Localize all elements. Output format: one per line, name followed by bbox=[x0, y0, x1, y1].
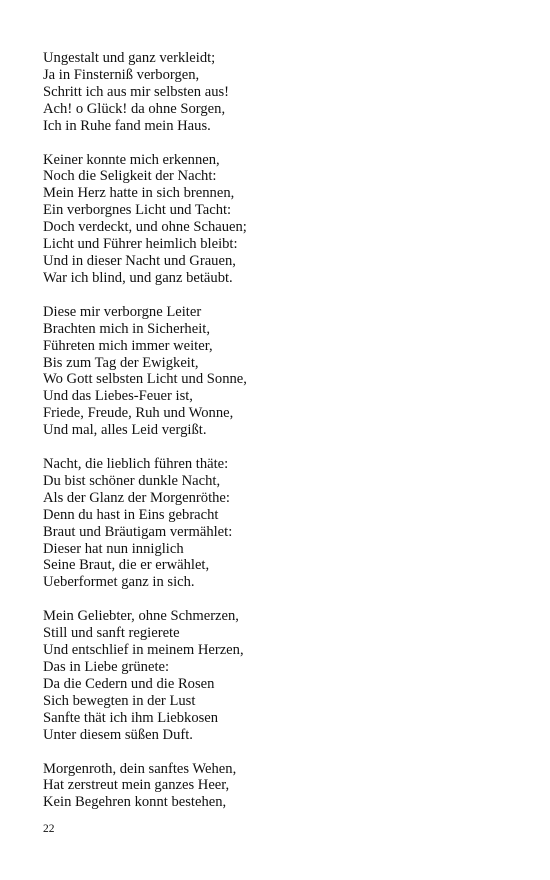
verse-line: Keiner konnte mich erkennen, bbox=[43, 151, 220, 168]
verse-line: Braut und Bräutigam vermählet: bbox=[43, 523, 233, 540]
verse-line: Dieser hat nun inniglich bbox=[43, 540, 184, 557]
stanza-2 bbox=[43, 152, 523, 287]
verse-line: Noch die Seligkeit der Nacht: bbox=[43, 168, 217, 185]
poem-body bbox=[43, 50, 523, 828]
verse-line: Brachten mich in Sicherheit, bbox=[43, 320, 210, 337]
verse-line: Ein verborgnes Licht und Tacht: bbox=[43, 202, 232, 219]
stanza-1 bbox=[43, 50, 523, 135]
verse-line: Ich in Ruhe fand mein Haus. bbox=[43, 117, 211, 134]
verse-line: Hat zerstreut mein ganzes Heer, bbox=[43, 777, 230, 794]
verse-line: Als der Glanz der Morgenröthe: bbox=[43, 489, 230, 506]
verse-line: Wo Gott selbsten Licht und Sonne, bbox=[43, 371, 247, 388]
verse-line: Da die Cedern und die Rosen bbox=[43, 675, 215, 692]
verse-line: Ja in Finsterniß verborgen, bbox=[43, 66, 200, 83]
verse-line: Seine Braut, die er erwählet, bbox=[43, 557, 210, 574]
verse-line: Und mal, alles Leid vergißt. bbox=[43, 422, 207, 439]
verse-line: Still und sanft regierete bbox=[43, 625, 180, 642]
verse-line: Diese mir verborgne Leiter bbox=[43, 303, 202, 320]
verse-line: Schritt ich aus mir selbsten aus! bbox=[43, 83, 230, 100]
verse-line: Sich bewegten in der Lust bbox=[43, 692, 196, 709]
verse-line: Licht und Führer heimlich bleibt: bbox=[43, 236, 238, 253]
verse-line: Kein Begehren konnt bestehen, bbox=[43, 794, 227, 811]
verse-line: Und das Liebes-Feuer ist, bbox=[43, 388, 193, 405]
verse-line: Nacht, die lieblich führen thäte: bbox=[43, 456, 229, 473]
verse-line: Das in Liebe grünete: bbox=[43, 659, 170, 675]
verse-line: Ach! o Glück! da ohne Sorgen, bbox=[43, 100, 226, 117]
verse-line: Ungestalt und ganz verkleidt; bbox=[43, 50, 216, 66]
verse-line: Doch verdeckt, und ohne Schauen; bbox=[43, 219, 247, 236]
stanza-3 bbox=[43, 304, 523, 439]
verse-line: Bis zum Tag der Ewigkeit, bbox=[43, 354, 199, 371]
stanza-5 bbox=[43, 608, 523, 743]
verse-line: Mein Herz hatte in sich brennen, bbox=[43, 185, 235, 202]
verse-line: War ich blind, und ganz betäubt. bbox=[43, 269, 233, 286]
stanza-6 bbox=[43, 761, 523, 812]
verse-line: Und entschlief in meinem Herzen, bbox=[43, 642, 244, 659]
verse-line: Und in dieser Nacht und Grauen, bbox=[43, 252, 236, 269]
page-number: 22 bbox=[43, 823, 55, 835]
stanza-4 bbox=[43, 456, 523, 591]
verse-line: Morgenroth, dein sanftes Wehen, bbox=[43, 760, 237, 777]
verse-line: Mein Geliebter, ohne Schmerzen, bbox=[43, 608, 239, 625]
verse-line: Unter diesem süßen Duft. bbox=[43, 726, 193, 743]
verse-line: Führeten mich immer weiter, bbox=[43, 337, 213, 354]
verse-line: Ueberformet ganz in sich. bbox=[43, 574, 195, 591]
verse-line: Friede, Freude, Ruh und Wonne, bbox=[43, 405, 234, 422]
verse-line: Sanfte thät ich ihm Liebkosen bbox=[43, 709, 219, 726]
verse-line: Du bist schöner dunkle Nacht, bbox=[43, 472, 221, 489]
verse-line: Denn du hast in Eins gebracht bbox=[43, 506, 219, 523]
